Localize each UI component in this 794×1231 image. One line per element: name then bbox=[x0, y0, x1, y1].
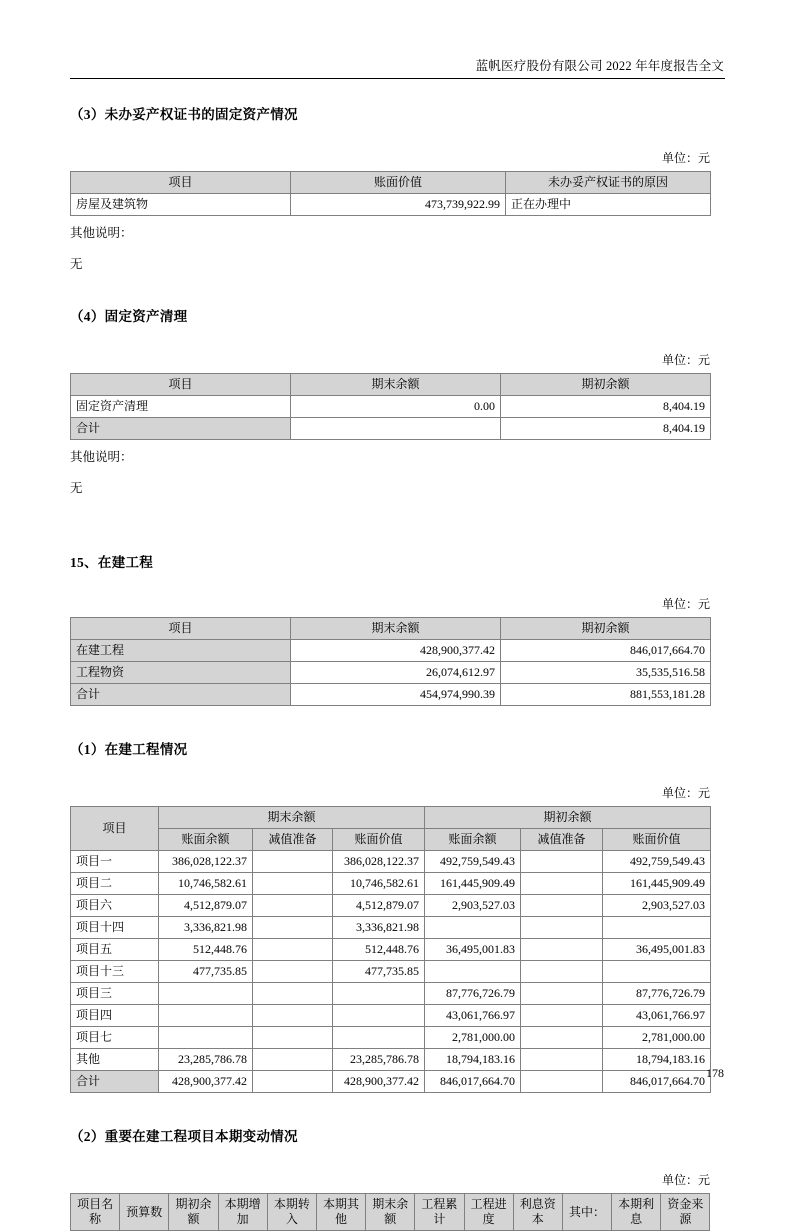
header-divider bbox=[70, 78, 725, 79]
table-header-sub-row bbox=[71, 829, 711, 851]
cell-end-book-value bbox=[333, 1005, 425, 1027]
cell-end-impairment bbox=[253, 961, 333, 983]
cell-beginning-balance: 881,553,181.28 bbox=[501, 684, 711, 706]
column-header-item: 项目 bbox=[71, 807, 159, 851]
cell-end-book-balance: 477,735.85 bbox=[159, 961, 253, 983]
cell-end-impairment bbox=[253, 873, 333, 895]
column-header-beginning-balance: 期初余额 bbox=[169, 1194, 218, 1231]
cell-beg-book-balance: 161,445,909.49 bbox=[425, 873, 521, 895]
cell-item: 项目十四 bbox=[71, 917, 159, 939]
cell-beg-book-balance: 2,781,000.00 bbox=[425, 1027, 521, 1049]
cell-beg-book-value bbox=[603, 961, 711, 983]
cell-end-impairment bbox=[253, 983, 333, 1005]
section-heading-4: （4）固定资产清理 bbox=[70, 309, 188, 324]
table-row bbox=[71, 961, 711, 983]
unit-label-table-2: 单位：元 bbox=[661, 353, 710, 367]
cell-end-book-balance: 10,746,582.61 bbox=[159, 873, 253, 895]
table-row bbox=[71, 851, 711, 873]
column-group-header-beginning-balance: 期初余额 bbox=[425, 807, 711, 829]
cell-end-book-value: 4,512,879.07 bbox=[333, 895, 425, 917]
cell-end-impairment bbox=[253, 939, 333, 961]
cell-end-book-balance: 512,448.76 bbox=[159, 939, 253, 961]
cell-item: 项目一 bbox=[71, 851, 159, 873]
cell-ending-balance: 0.00 bbox=[291, 396, 501, 418]
table-header-row bbox=[71, 172, 711, 194]
table-row bbox=[71, 1027, 711, 1049]
unit-label-table-3: 单位：元 bbox=[661, 597, 710, 611]
cell-beg-impairment bbox=[521, 851, 603, 873]
cell-beg-impairment bbox=[521, 917, 603, 939]
cell-item: 在建工程 bbox=[71, 640, 291, 662]
cell-beg-book-balance: 18,794,183.16 bbox=[425, 1049, 521, 1071]
cell-beg-book-value: 492,759,549.43 bbox=[603, 851, 711, 873]
cell-beg-impairment bbox=[521, 961, 603, 983]
column-header-item: 项目 bbox=[71, 618, 291, 640]
cell-end-impairment bbox=[253, 851, 333, 873]
cell-end-book-value bbox=[333, 983, 425, 1005]
table-property-certificate-pending bbox=[70, 171, 711, 216]
cell-end-book-balance bbox=[159, 1027, 253, 1049]
column-header-beg-book-value: 账面价值 bbox=[603, 829, 711, 851]
table-header-group-row bbox=[71, 807, 711, 829]
cell-reason: 正在办理中 bbox=[506, 194, 711, 216]
column-header-capitalized-interest: 利息资本 bbox=[513, 1194, 562, 1231]
table-body bbox=[71, 851, 711, 1093]
cell-beg-book-value: 43,061,766.97 bbox=[603, 1005, 711, 1027]
column-header-reason: 未办妥产权证书的原因 bbox=[506, 172, 711, 194]
table-row bbox=[71, 983, 711, 1005]
cell-book-value: 473,739,922.99 bbox=[291, 194, 506, 216]
column-header-period-transfer-in: 本期转入 bbox=[267, 1194, 316, 1231]
cell-beg-book-value: 846,017,664.70 bbox=[603, 1071, 711, 1093]
cell-beginning-balance: 846,017,664.70 bbox=[501, 640, 711, 662]
column-header-beginning-balance: 期初余额 bbox=[501, 618, 711, 640]
column-header-budget: 预算数 bbox=[120, 1194, 169, 1231]
cell-beg-impairment bbox=[521, 1005, 603, 1027]
column-header-period-other: 本期其他 bbox=[316, 1194, 365, 1231]
table-row-total bbox=[71, 1071, 711, 1093]
column-header-ending-balance: 期末余额 bbox=[291, 618, 501, 640]
cell-end-impairment bbox=[253, 1027, 333, 1049]
table-construction-in-progress-detail bbox=[70, 806, 711, 1093]
cell-item: 项目十三 bbox=[71, 961, 159, 983]
cell-end-impairment bbox=[253, 1071, 333, 1093]
cell-item: 其他 bbox=[71, 1049, 159, 1071]
cell-item: 合计 bbox=[71, 684, 291, 706]
column-header-item: 项目 bbox=[71, 172, 291, 194]
cell-end-book-balance: 428,900,377.42 bbox=[159, 1071, 253, 1093]
running-header: 蓝帆医疗股份有限公司 2022 年年度报告全文 bbox=[475, 59, 724, 73]
cell-beg-book-balance: 492,759,549.43 bbox=[425, 851, 521, 873]
cell-item: 固定资产清理 bbox=[71, 396, 291, 418]
cell-end-book-value: 477,735.85 bbox=[333, 961, 425, 983]
column-header-end-impairment: 减值准备 bbox=[253, 829, 333, 851]
section-heading-cip-changes: （2）重要在建工程项目本期变动情况 bbox=[70, 1129, 298, 1144]
cell-beg-book-value: 2,781,000.00 bbox=[603, 1027, 711, 1049]
cell-end-book-balance: 4,512,879.07 bbox=[159, 895, 253, 917]
cell-beg-book-value bbox=[603, 917, 711, 939]
cell-beg-book-value: 161,445,909.49 bbox=[603, 873, 711, 895]
cell-beg-impairment bbox=[521, 873, 603, 895]
cell-end-book-value: 3,336,821.98 bbox=[333, 917, 425, 939]
unit-label-table-4: 单位：元 bbox=[661, 786, 710, 800]
other-notes-label-1: 其他说明： bbox=[70, 226, 133, 240]
table-row bbox=[71, 194, 711, 216]
cell-beginning-balance: 35,535,516.58 bbox=[501, 662, 711, 684]
cell-item: 工程物资 bbox=[71, 662, 291, 684]
cell-end-book-balance bbox=[159, 983, 253, 1005]
cell-end-book-value bbox=[333, 1027, 425, 1049]
section-heading-3: （3）未办妥产权证书的固定资产情况 bbox=[70, 107, 298, 122]
cell-ending-balance bbox=[291, 418, 501, 440]
table-header-row bbox=[71, 374, 711, 396]
column-header-beg-impairment: 减值准备 bbox=[521, 829, 603, 851]
section-heading-15: 15、在建工程 bbox=[70, 555, 154, 570]
table-row bbox=[71, 1005, 711, 1027]
cell-beg-book-balance: 87,776,726.79 bbox=[425, 983, 521, 1005]
cell-end-impairment bbox=[253, 1005, 333, 1027]
table-construction-in-progress-summary bbox=[70, 617, 711, 706]
column-header-project-name: 项目名称 bbox=[71, 1194, 120, 1231]
table-row bbox=[71, 396, 711, 418]
cell-end-impairment bbox=[253, 895, 333, 917]
cell-beg-book-balance: 2,903,527.03 bbox=[425, 895, 521, 917]
table-row-total bbox=[71, 418, 711, 440]
cell-item: 项目七 bbox=[71, 1027, 159, 1049]
cell-item: 项目六 bbox=[71, 895, 159, 917]
table-row bbox=[71, 895, 711, 917]
table-header-row bbox=[71, 1194, 710, 1231]
column-header-beginning-balance: 期初余额 bbox=[501, 374, 711, 396]
column-header-of-which: 其中： bbox=[562, 1194, 611, 1231]
cell-end-book-value: 512,448.76 bbox=[333, 939, 425, 961]
cell-beg-impairment bbox=[521, 983, 603, 1005]
cell-ending-balance: 26,074,612.97 bbox=[291, 662, 501, 684]
column-header-project-progress: 工程进度 bbox=[464, 1194, 513, 1231]
unit-label-table-5: 单位：元 bbox=[661, 1173, 710, 1187]
column-group-header-ending-balance: 期末余额 bbox=[159, 807, 425, 829]
cell-end-book-value: 23,285,786.78 bbox=[333, 1049, 425, 1071]
table-row bbox=[71, 662, 711, 684]
table-fixed-asset-disposal bbox=[70, 373, 711, 440]
cell-end-book-balance bbox=[159, 1005, 253, 1027]
column-header-item: 项目 bbox=[71, 374, 291, 396]
cell-beg-book-value: 36,495,001.83 bbox=[603, 939, 711, 961]
cell-beg-book-value: 2,903,527.03 bbox=[603, 895, 711, 917]
cell-beg-book-balance: 36,495,001.83 bbox=[425, 939, 521, 961]
table-row bbox=[71, 640, 711, 662]
cell-beg-book-value: 18,794,183.16 bbox=[603, 1049, 711, 1071]
cell-item: 项目二 bbox=[71, 873, 159, 895]
column-header-ending-balance: 期末余额 bbox=[291, 374, 501, 396]
cell-end-book-value: 428,900,377.42 bbox=[333, 1071, 425, 1093]
cell-end-impairment bbox=[253, 1049, 333, 1071]
page-number: 178 bbox=[706, 1066, 724, 1080]
column-header-funding-source: 资金来源 bbox=[661, 1194, 710, 1231]
cell-beg-book-balance: 846,017,664.70 bbox=[425, 1071, 521, 1093]
cell-end-book-value: 10,746,582.61 bbox=[333, 873, 425, 895]
table-row-total bbox=[71, 684, 711, 706]
cell-item: 项目五 bbox=[71, 939, 159, 961]
table-row bbox=[71, 873, 711, 895]
cell-beg-impairment bbox=[521, 1049, 603, 1071]
column-header-period-increase: 本期增加 bbox=[218, 1194, 267, 1231]
other-notes-value-1: 无 bbox=[70, 257, 83, 271]
column-header-beg-book-balance: 账面余额 bbox=[425, 829, 521, 851]
cell-item: 项目三 bbox=[71, 983, 159, 1005]
cell-beg-impairment bbox=[521, 939, 603, 961]
column-header-book-value: 账面价值 bbox=[291, 172, 506, 194]
cell-item: 合计 bbox=[71, 418, 291, 440]
section-heading-cip-detail: （1）在建工程情况 bbox=[70, 742, 188, 757]
table-major-cip-changes bbox=[70, 1193, 710, 1231]
table-header-row bbox=[71, 618, 711, 640]
cell-ending-balance: 428,900,377.42 bbox=[291, 640, 501, 662]
cell-beg-book-balance: 43,061,766.97 bbox=[425, 1005, 521, 1027]
cell-end-impairment bbox=[253, 917, 333, 939]
cell-ending-balance: 454,974,990.39 bbox=[291, 684, 501, 706]
cell-item: 房屋及建筑物 bbox=[71, 194, 291, 216]
cell-end-book-value: 386,028,122.37 bbox=[333, 851, 425, 873]
unit-label-table-1: 单位：元 bbox=[661, 151, 710, 165]
cell-beg-book-balance bbox=[425, 961, 521, 983]
other-notes-value-2: 无 bbox=[70, 481, 83, 495]
cell-beginning-balance: 8,404.19 bbox=[501, 418, 711, 440]
column-header-period-interest: 本期利息 bbox=[612, 1194, 661, 1231]
cell-beginning-balance: 8,404.19 bbox=[501, 396, 711, 418]
cell-item: 项目四 bbox=[71, 1005, 159, 1027]
column-header-cumulative-project: 工程累计 bbox=[415, 1194, 464, 1231]
cell-item: 合计 bbox=[71, 1071, 159, 1093]
table-row bbox=[71, 1049, 711, 1071]
table-row bbox=[71, 939, 711, 961]
cell-end-book-balance: 23,285,786.78 bbox=[159, 1049, 253, 1071]
column-header-end-book-value: 账面价值 bbox=[333, 829, 425, 851]
other-notes-label-2: 其他说明： bbox=[70, 450, 133, 464]
column-header-end-book-balance: 账面余额 bbox=[159, 829, 253, 851]
cell-beg-impairment bbox=[521, 1027, 603, 1049]
cell-beg-impairment bbox=[521, 895, 603, 917]
cell-beg-impairment bbox=[521, 1071, 603, 1093]
cell-end-book-balance: 386,028,122.37 bbox=[159, 851, 253, 873]
table-row bbox=[71, 917, 711, 939]
cell-beg-book-balance bbox=[425, 917, 521, 939]
cell-beg-book-value: 87,776,726.79 bbox=[603, 983, 711, 1005]
column-header-ending-balance: 期末余额 bbox=[366, 1194, 415, 1231]
cell-end-book-balance: 3,336,821.98 bbox=[159, 917, 253, 939]
